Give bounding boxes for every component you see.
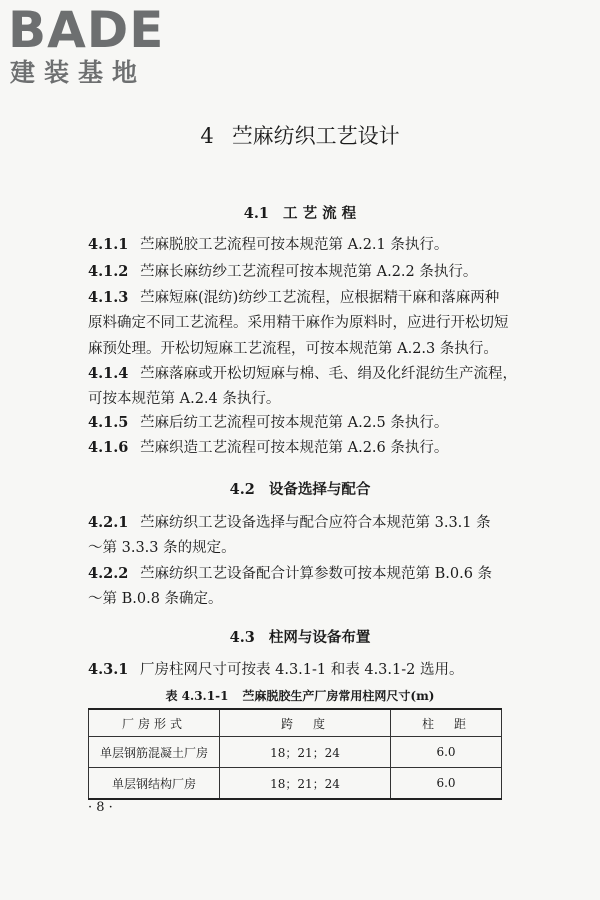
clause-number: 4.3.1 (88, 661, 129, 678)
clause-text: 苎麻后纺工艺流程可按本规范第 A.2.5 条执行。 (140, 415, 449, 431)
clause-number: 4.2.2 (88, 565, 129, 582)
clause-text: 苎麻长麻纺纱工艺流程可按本规范第 A.2.2 条执行。 (140, 264, 478, 280)
clause-number: 4.1.6 (88, 439, 129, 456)
clause-text: 苎麻纺织工艺设备选择与配合应符合本规范第 3.3.1 条 (140, 515, 491, 531)
clause-number: 4.2.1 (88, 514, 129, 531)
table-caption (0, 687, 600, 704)
clause-text: 苎麻织造工艺流程可按本规范第 A.2.6 条执行。 (140, 440, 449, 456)
clause-number: 4.1.3 (88, 289, 129, 306)
site-logo (8, 1, 188, 88)
clause-continuation: 原料确定不同工艺流程。采用精干麻作为原料时，应进行开松切短 (88, 315, 509, 331)
section-title: 设备选择与配合 (268, 481, 371, 498)
column-grid-table (88, 708, 502, 800)
table-cell: 单层钢结构厂房 (89, 768, 220, 800)
section-title: 工 艺 流 程 (283, 205, 357, 222)
table-header-row (89, 709, 502, 737)
table-row (89, 737, 502, 768)
clause-continuation: 麻预处理。开松切短麻工艺流程，可按本规范第 A.2.3 条执行。 (88, 341, 498, 357)
chapter-heading (0, 120, 600, 150)
clause-line (88, 288, 499, 308)
clause-continuation: ～第 3.3.3 条的规定。 (88, 540, 236, 556)
clause-text: 苎麻纺织工艺设备配合计算参数可按本规范第 B.0.6 条 (140, 566, 493, 582)
clause-line (88, 513, 491, 533)
chapter-number: 4 (200, 124, 214, 148)
page-number: · 8 · (88, 800, 113, 815)
table-header-cell: 跨 度 (220, 709, 391, 737)
clause-line (88, 438, 448, 458)
table-cell: 18；21；24 (220, 768, 391, 800)
table-cell: 6.0 (391, 737, 502, 768)
clause-line (88, 235, 448, 255)
clause-number: 4.1.2 (88, 263, 129, 280)
clause-continuation: 可按本规范第 A.2.4 条执行。 (88, 391, 281, 407)
clause-continuation: ～第 B.0.8 条确定。 (88, 591, 223, 607)
clause-text: 苎麻短麻(混纺)纺纱工艺流程，应根据精干麻和落麻两种 (140, 290, 500, 306)
table-number: 表 4.3.1-1 (165, 689, 229, 703)
table-header-cell: 柱 距 (391, 709, 502, 737)
logo-brand: BADE (8, 1, 165, 59)
table-header-cell: 厂房形式 (89, 709, 220, 737)
clause-text: 厂房柱网尺寸可按表 4.3.1-1 和表 4.3.1-2 选用。 (140, 662, 464, 678)
clause-text: 苎麻脱胶工艺流程可按本规范第 A.2.1 条执行。 (140, 237, 449, 253)
clause-line (88, 564, 492, 584)
clause-line (88, 364, 517, 384)
clause-line (88, 660, 463, 680)
table-cell: 单层钢筋混凝土厂房 (89, 737, 220, 768)
chapter-title: 苎麻纺织工艺设计 (231, 124, 400, 148)
clause-number: 4.1.1 (88, 236, 129, 253)
section-number: 4.3 (229, 629, 255, 646)
section-title: 柱网与设备布置 (268, 629, 371, 646)
clause-number: 4.1.5 (88, 414, 129, 431)
table-row (89, 768, 502, 800)
section-heading (0, 202, 600, 223)
table-caption-text: 苎麻脱胶生产厂房常用柱网尺寸(m) (242, 689, 435, 703)
clause-line (88, 262, 477, 282)
section-number: 4.1 (243, 205, 270, 222)
section-heading (0, 626, 600, 647)
clause-number: 4.1.4 (88, 365, 129, 382)
clause-line (88, 413, 448, 433)
section-number: 4.2 (229, 481, 255, 498)
section-heading (0, 478, 600, 499)
table-cell: 18；21；24 (220, 737, 391, 768)
logo-subtitle: 建装基地 (10, 58, 147, 87)
clause-text: 苎麻落麻或开松切短麻与棉、毛、绢及化纤混纺生产流程， (140, 366, 517, 382)
table-cell: 6.0 (391, 768, 502, 800)
